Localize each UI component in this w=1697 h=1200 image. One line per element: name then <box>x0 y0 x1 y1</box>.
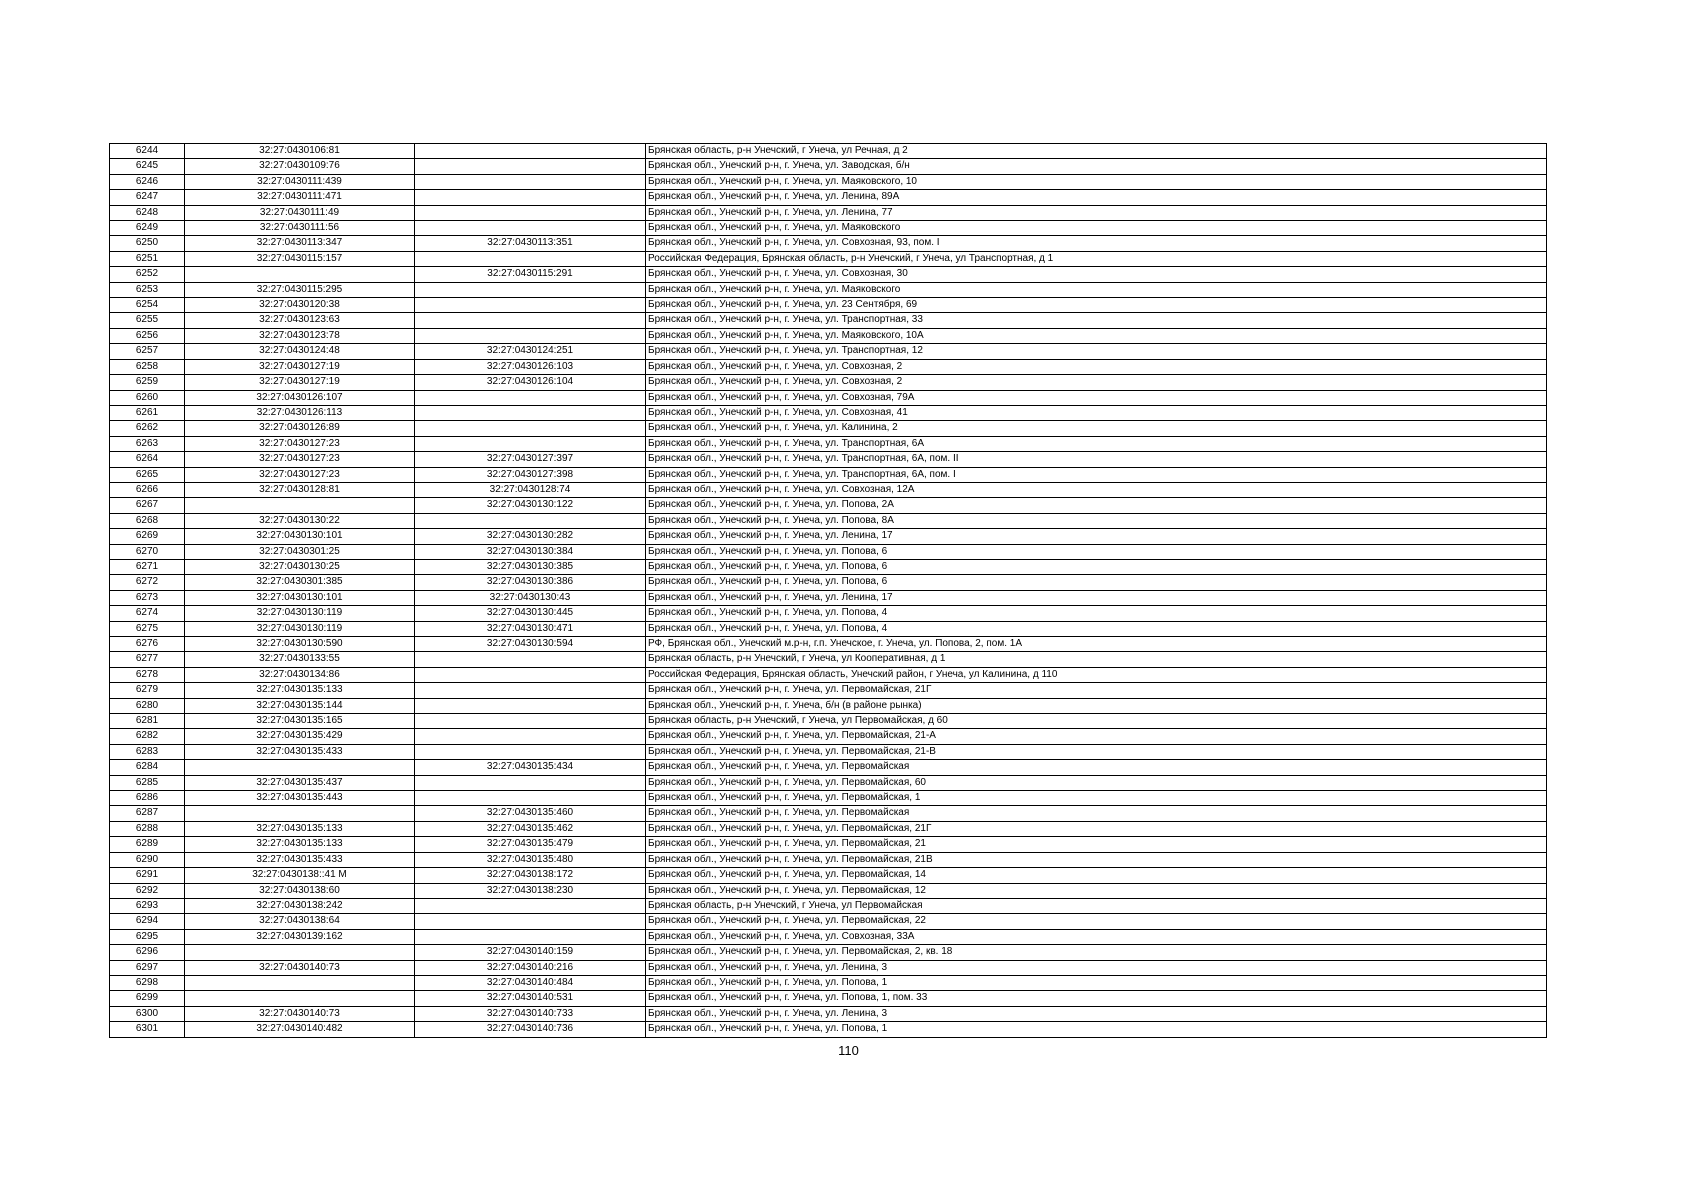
row-number-cell: 6276 <box>110 637 185 652</box>
related-cadastral-number-cell: 32:27:0430130:386 <box>415 575 646 590</box>
related-cadastral-number-cell: 32:27:0430126:104 <box>415 375 646 390</box>
related-cadastral-number-cell <box>415 683 646 698</box>
row-number-cell: 6256 <box>110 328 185 343</box>
address-cell: Брянская обл., Унечский р-н, г. Унеча, ул. Ленина, 3 <box>646 960 1547 975</box>
row-number-cell: 6301 <box>110 1022 185 1037</box>
address-cell: Российская Федерация, Брянская область, р-н Унечский, г Унеча, ул Транспортная, д 1 <box>646 251 1547 266</box>
row-number-cell: 6272 <box>110 575 185 590</box>
table-row <box>110 174 1547 189</box>
row-number-cell: 6264 <box>110 452 185 467</box>
related-cadastral-number-cell <box>415 436 646 451</box>
row-number-cell: 6248 <box>110 205 185 220</box>
table-row <box>110 328 1547 343</box>
row-number-cell: 6246 <box>110 174 185 189</box>
cadastral-number-cell: 32:27:0430128:81 <box>185 482 415 497</box>
table-row <box>110 529 1547 544</box>
related-cadastral-number-cell: 32:27:0430130:385 <box>415 559 646 574</box>
row-number-cell: 6252 <box>110 267 185 282</box>
related-cadastral-number-cell <box>415 652 646 667</box>
cadastral-number-cell: 32:27:0430139:162 <box>185 929 415 944</box>
related-cadastral-number-cell <box>415 405 646 420</box>
cadastral-number-cell: 32:27:0430130:119 <box>185 621 415 636</box>
cadastral-number-cell: 32:27:0430127:23 <box>185 436 415 451</box>
address-cell: Брянская область, р-н Унечский, г Унеча, ул Речная, д 2 <box>646 144 1547 159</box>
cadastral-number-cell: 32:27:0430120:38 <box>185 298 415 313</box>
related-cadastral-number-cell <box>415 667 646 682</box>
row-number-cell: 6255 <box>110 313 185 328</box>
table-row <box>110 652 1547 667</box>
table-row <box>110 1022 1547 1037</box>
related-cadastral-number-cell <box>415 328 646 343</box>
address-cell: Брянская обл., Унечский р-н, г. Унеча, ул. Транспортная, 6А, пом. I <box>646 467 1547 482</box>
row-number-cell: 6296 <box>110 945 185 960</box>
cadastral-number-cell: 32:27:0430130:22 <box>185 513 415 528</box>
cadastral-number-cell: 32:27:0430138:242 <box>185 898 415 913</box>
cadastral-number-cell: 32:27:0430126:113 <box>185 405 415 420</box>
table-row <box>110 159 1547 174</box>
table-row <box>110 945 1547 960</box>
row-number-cell: 6275 <box>110 621 185 636</box>
related-cadastral-number-cell <box>415 298 646 313</box>
address-cell: Брянская обл., Унечский р-н, г. Унеча, ул. Совхозная, 2 <box>646 359 1547 374</box>
row-number-cell: 6251 <box>110 251 185 266</box>
address-cell: Брянская обл., Унечский р-н, г. Унеча, ул. Первомайская, 22 <box>646 914 1547 929</box>
row-number-cell: 6295 <box>110 929 185 944</box>
related-cadastral-number-cell: 32:27:0430140:216 <box>415 960 646 975</box>
cadastral-number-cell: 32:27:0430138::41 М <box>185 868 415 883</box>
related-cadastral-number-cell: 32:27:0430128:74 <box>415 482 646 497</box>
cadastral-number-cell: 32:27:0430301:25 <box>185 544 415 559</box>
row-number-cell: 6274 <box>110 606 185 621</box>
cadastral-number-cell: 32:27:0430127:19 <box>185 375 415 390</box>
related-cadastral-number-cell <box>415 513 646 528</box>
table-row <box>110 806 1547 821</box>
row-number-cell: 6294 <box>110 914 185 929</box>
row-number-cell: 6268 <box>110 513 185 528</box>
cadastral-number-cell: 32:27:0430134:86 <box>185 667 415 682</box>
table-row <box>110 390 1547 405</box>
cadastral-number-cell: 32:27:0430130:101 <box>185 590 415 605</box>
address-cell: Брянская обл., Унечский р-н, г. Унеча, ул. Транспортная, 6А <box>646 436 1547 451</box>
table-row <box>110 405 1547 420</box>
table-row <box>110 852 1547 867</box>
address-cell: Брянская обл., Унечский р-н, г. Унеча, ул. Попова, 1, пом. 33 <box>646 991 1547 1006</box>
cadastral-number-cell: 32:27:0430111:49 <box>185 205 415 220</box>
registry-table-body <box>110 144 1547 1038</box>
cadastral-number-cell: 32:27:0430138:64 <box>185 914 415 929</box>
address-cell: Брянская обл., Унечский р-н, г. Унеча, ул. Калинина, 2 <box>646 421 1547 436</box>
address-cell: Брянская обл., Унечский р-н, г. Унеча, ул. Попова, 4 <box>646 606 1547 621</box>
address-cell: Брянская обл., Унечский р-н, г. Унеча, ул. Первомайская, 2, кв. 18 <box>646 945 1547 960</box>
row-number-cell: 6265 <box>110 467 185 482</box>
related-cadastral-number-cell: 32:27:0430130:122 <box>415 498 646 513</box>
table-row <box>110 559 1547 574</box>
table-row <box>110 544 1547 559</box>
related-cadastral-number-cell: 32:27:0430135:434 <box>415 760 646 775</box>
row-number-cell: 6259 <box>110 375 185 390</box>
table-row <box>110 667 1547 682</box>
cadastral-number-cell: 32:27:0430109:76 <box>185 159 415 174</box>
related-cadastral-number-cell: 32:27:0430135:480 <box>415 852 646 867</box>
related-cadastral-number-cell <box>415 282 646 297</box>
cadastral-number-cell: 32:27:0430124:48 <box>185 344 415 359</box>
related-cadastral-number-cell: 32:27:0430140:531 <box>415 991 646 1006</box>
address-cell: Брянская обл., Унечский р-н, г. Унеча, ул. Ленина, 3 <box>646 1006 1547 1021</box>
table-row <box>110 498 1547 513</box>
cadastral-number-cell: 32:27:0430135:133 <box>185 683 415 698</box>
table-row <box>110 775 1547 790</box>
table-row <box>110 190 1547 205</box>
table-row <box>110 590 1547 605</box>
cadastral-number-cell: 32:27:0430127:23 <box>185 452 415 467</box>
table-row <box>110 1006 1547 1021</box>
address-cell: Брянская обл., Унечский р-н, г. Унеча, ул. Маяковского <box>646 282 1547 297</box>
cadastral-number-cell: 32:27:0430123:78 <box>185 328 415 343</box>
cadastral-number-cell: 32:27:0430135:144 <box>185 698 415 713</box>
table-row <box>110 482 1547 497</box>
address-cell: Брянская обл., Унечский р-н, г. Унеча, ул. Совхозная, 33А <box>646 929 1547 944</box>
table-row <box>110 375 1547 390</box>
table-row <box>110 575 1547 590</box>
address-cell: Брянская область, р-н Унечский, г Унеча, ул Первомайская, д 60 <box>646 714 1547 729</box>
related-cadastral-number-cell <box>415 698 646 713</box>
table-row <box>110 960 1547 975</box>
address-cell: Брянская обл., Унечский р-н, г. Унеча, ул. Попова, 6 <box>646 544 1547 559</box>
row-number-cell: 6290 <box>110 852 185 867</box>
table-row <box>110 452 1547 467</box>
row-number-cell: 6271 <box>110 559 185 574</box>
table-row <box>110 621 1547 636</box>
cadastral-number-cell: 32:27:0430130:25 <box>185 559 415 574</box>
address-cell: Брянская обл., Унечский р-н, г. Унеча, ул. Ленина, 89А <box>646 190 1547 205</box>
address-cell: Брянская обл., Унечский р-н, г. Унеча, ул. Совхозная, 2 <box>646 375 1547 390</box>
address-cell: Брянская обл., Унечский р-н, г. Унеча, ул. Первомайская, 1 <box>646 791 1547 806</box>
address-cell: Брянская обл., Унечский р-н, г. Унеча, ул. Попова, 6 <box>646 559 1547 574</box>
row-number-cell: 6279 <box>110 683 185 698</box>
table-row <box>110 267 1547 282</box>
table-row <box>110 205 1547 220</box>
cadastral-number-cell: 32:27:0430135:433 <box>185 852 415 867</box>
row-number-cell: 6288 <box>110 821 185 836</box>
cadastral-number-cell <box>185 945 415 960</box>
row-number-cell: 6300 <box>110 1006 185 1021</box>
table-row <box>110 821 1547 836</box>
row-number-cell: 6291 <box>110 868 185 883</box>
cadastral-number-cell: 32:27:0430135:133 <box>185 837 415 852</box>
cadastral-number-cell <box>185 267 415 282</box>
row-number-cell: 6280 <box>110 698 185 713</box>
address-cell: Брянская обл., Унечский р-н, г. Унеча, ул. Попова, 2А <box>646 498 1547 513</box>
table-row <box>110 868 1547 883</box>
table-row <box>110 298 1547 313</box>
table-row <box>110 606 1547 621</box>
address-cell: Брянская обл., Унечский р-н, г. Унеча, ул. Первомайская, 21 <box>646 837 1547 852</box>
table-row <box>110 513 1547 528</box>
row-number-cell: 6261 <box>110 405 185 420</box>
table-row <box>110 729 1547 744</box>
cadastral-number-cell: 32:27:0430127:19 <box>185 359 415 374</box>
related-cadastral-number-cell <box>415 744 646 759</box>
table-row <box>110 714 1547 729</box>
address-cell: Брянская обл., Унечский р-н, г. Унеча, ул. Попова, 1 <box>646 975 1547 990</box>
row-number-cell: 6297 <box>110 960 185 975</box>
address-cell: Брянская обл., Унечский р-н, г. Унеча, ул. Попова, 8А <box>646 513 1547 528</box>
cadastral-number-cell: 32:27:0430111:439 <box>185 174 415 189</box>
row-number-cell: 6292 <box>110 883 185 898</box>
row-number-cell: 6283 <box>110 744 185 759</box>
cadastral-number-cell: 32:27:0430140:482 <box>185 1022 415 1037</box>
cadastral-number-cell: 32:27:0430126:107 <box>185 390 415 405</box>
address-cell: РФ, Брянская обл., Унечский м.р-н, г.п. Унечское, г. Унеча, ул. Попова, 2, пом. 1А <box>646 637 1547 652</box>
table-row <box>110 421 1547 436</box>
cadastral-number-cell: 32:27:0430135:133 <box>185 821 415 836</box>
row-number-cell: 6260 <box>110 390 185 405</box>
related-cadastral-number-cell <box>415 791 646 806</box>
related-cadastral-number-cell: 32:27:0430140:736 <box>415 1022 646 1037</box>
table-row <box>110 914 1547 929</box>
cadastral-number-cell <box>185 991 415 1006</box>
address-cell: Брянская обл., Унечский р-н, г. Унеча, ул. Первомайская, 21-А <box>646 729 1547 744</box>
cadastral-number-cell: 32:27:0430126:89 <box>185 421 415 436</box>
row-number-cell: 6244 <box>110 144 185 159</box>
cadastral-number-cell <box>185 498 415 513</box>
related-cadastral-number-cell: 32:27:0430130:282 <box>415 529 646 544</box>
row-number-cell: 6250 <box>110 236 185 251</box>
address-cell: Брянская обл., Унечский р-н, г. Унеча, ул. Ленина, 77 <box>646 205 1547 220</box>
address-cell: Брянская обл., Унечский р-н, г. Унеча, ул. Первомайская <box>646 760 1547 775</box>
related-cadastral-number-cell: 32:27:0430130:445 <box>415 606 646 621</box>
related-cadastral-number-cell <box>415 714 646 729</box>
row-number-cell: 6299 <box>110 991 185 1006</box>
cadastral-number-cell <box>185 760 415 775</box>
related-cadastral-number-cell <box>415 914 646 929</box>
related-cadastral-number-cell <box>415 898 646 913</box>
cadastral-number-cell: 32:27:0430130:590 <box>185 637 415 652</box>
address-cell: Брянская обл., Унечский р-н, г. Унеча, ул. Транспортная, 6А, пом. II <box>646 452 1547 467</box>
row-number-cell: 6263 <box>110 436 185 451</box>
cadastral-number-cell: 32:27:0430106:81 <box>185 144 415 159</box>
row-number-cell: 6270 <box>110 544 185 559</box>
table-row <box>110 837 1547 852</box>
related-cadastral-number-cell <box>415 251 646 266</box>
table-row <box>110 344 1547 359</box>
cadastral-number-cell <box>185 806 415 821</box>
row-number-cell: 6247 <box>110 190 185 205</box>
related-cadastral-number-cell <box>415 190 646 205</box>
address-cell: Брянская обл., Унечский р-н, г. Унеча, ул. Попова, 6 <box>646 575 1547 590</box>
row-number-cell: 6273 <box>110 590 185 605</box>
cadastral-number-cell: 32:27:0430140:73 <box>185 1006 415 1021</box>
cadastral-number-cell: 32:27:0430130:101 <box>185 529 415 544</box>
address-cell: Брянская обл., Унечский р-н, г. Унеча, б/н (в районе рынка) <box>646 698 1547 713</box>
address-cell: Брянская обл., Унечский р-н, г. Унеча, ул. Совхозная, 93, пом. I <box>646 236 1547 251</box>
address-cell: Российская Федерация, Брянская область, Унечский район, г Унеча, ул Калинина, д 110 <box>646 667 1547 682</box>
row-number-cell: 6286 <box>110 791 185 806</box>
address-cell: Брянская обл., Унечский р-н, г. Унеча, ул. Заводская, б/н <box>646 159 1547 174</box>
row-number-cell: 6267 <box>110 498 185 513</box>
address-cell: Брянская обл., Унечский р-н, г. Унеча, ул. Совхозная, 41 <box>646 405 1547 420</box>
table-row <box>110 359 1547 374</box>
address-cell: Брянская обл., Унечский р-н, г. Унеча, ул. Транспортная, 33 <box>646 313 1547 328</box>
row-number-cell: 6258 <box>110 359 185 374</box>
table-row <box>110 221 1547 236</box>
registry-table <box>109 143 1547 1038</box>
cadastral-number-cell: 32:27:0430127:23 <box>185 467 415 482</box>
related-cadastral-number-cell <box>415 390 646 405</box>
related-cadastral-number-cell: 32:27:0430138:172 <box>415 868 646 883</box>
address-cell: Брянская обл., Унечский р-н, г. Унеча, ул. Маяковского, 10 <box>646 174 1547 189</box>
related-cadastral-number-cell: 32:27:0430130:384 <box>415 544 646 559</box>
address-cell: Брянская обл., Унечский р-н, г. Унеча, ул. Ленина, 17 <box>646 590 1547 605</box>
table-row <box>110 929 1547 944</box>
related-cadastral-number-cell: 32:27:0430113:351 <box>415 236 646 251</box>
related-cadastral-number-cell: 32:27:0430130:471 <box>415 621 646 636</box>
cadastral-number-cell: 32:27:0430135:429 <box>185 729 415 744</box>
related-cadastral-number-cell <box>415 174 646 189</box>
table-row <box>110 313 1547 328</box>
address-cell: Брянская область, р-н Унечский, г Унеча, ул Кооперативная, д 1 <box>646 652 1547 667</box>
address-cell: Брянская обл., Унечский р-н, г. Унеча, ул. Первомайская, 21-В <box>646 744 1547 759</box>
related-cadastral-number-cell: 32:27:0430140:159 <box>415 945 646 960</box>
related-cadastral-number-cell <box>415 929 646 944</box>
row-number-cell: 6282 <box>110 729 185 744</box>
row-number-cell: 6254 <box>110 298 185 313</box>
address-cell: Брянская обл., Унечский р-н, г. Унеча, ул. Первомайская, 14 <box>646 868 1547 883</box>
table-row <box>110 744 1547 759</box>
table-row <box>110 898 1547 913</box>
related-cadastral-number-cell: 32:27:0430140:733 <box>415 1006 646 1021</box>
related-cadastral-number-cell <box>415 159 646 174</box>
address-cell: Брянская обл., Унечский р-н, г. Унеча, ул. Транспортная, 12 <box>646 344 1547 359</box>
table-row <box>110 236 1547 251</box>
table-row <box>110 282 1547 297</box>
row-number-cell: 6249 <box>110 221 185 236</box>
table-row <box>110 683 1547 698</box>
row-number-cell: 6284 <box>110 760 185 775</box>
cadastral-number-cell: 32:27:0430113:347 <box>185 236 415 251</box>
address-cell: Брянская обл., Унечский р-н, г. Унеча, ул. Совхозная, 30 <box>646 267 1547 282</box>
cadastral-number-cell: 32:27:0430138:60 <box>185 883 415 898</box>
table-row <box>110 883 1547 898</box>
related-cadastral-number-cell: 32:27:0430126:103 <box>415 359 646 374</box>
table-row <box>110 637 1547 652</box>
cadastral-number-cell: 32:27:0430111:56 <box>185 221 415 236</box>
address-cell: Брянская обл., Унечский р-н, г. Унеча, ул. Первомайская <box>646 806 1547 821</box>
table-row <box>110 991 1547 1006</box>
related-cadastral-number-cell <box>415 313 646 328</box>
row-number-cell: 6281 <box>110 714 185 729</box>
address-cell: Брянская обл., Унечский р-н, г. Унеча, ул. Маяковского, 10А <box>646 328 1547 343</box>
address-cell: Брянская обл., Унечский р-н, г. Унеча, ул. Первомайская, 12 <box>646 883 1547 898</box>
address-cell: Брянская обл., Унечский р-н, г. Унеча, ул. Первомайская, 60 <box>646 775 1547 790</box>
row-number-cell: 6262 <box>110 421 185 436</box>
cadastral-number-cell: 32:27:0430135:443 <box>185 791 415 806</box>
cadastral-number-cell: 32:27:0430115:157 <box>185 251 415 266</box>
row-number-cell: 6269 <box>110 529 185 544</box>
cadastral-number-cell: 32:27:0430111:471 <box>185 190 415 205</box>
cadastral-number-cell: 32:27:0430123:63 <box>185 313 415 328</box>
address-cell: Брянская обл., Унечский р-н, г. Унеча, ул. 23 Сентября, 69 <box>646 298 1547 313</box>
table-row <box>110 975 1547 990</box>
cadastral-number-cell: 32:27:0430115:295 <box>185 282 415 297</box>
table-row <box>110 251 1547 266</box>
table-row <box>110 791 1547 806</box>
related-cadastral-number-cell: 32:27:0430115:291 <box>415 267 646 282</box>
row-number-cell: 6257 <box>110 344 185 359</box>
related-cadastral-number-cell <box>415 775 646 790</box>
related-cadastral-number-cell <box>415 221 646 236</box>
address-cell: Брянская обл., Унечский р-н, г. Унеча, ул. Первомайская, 21Г <box>646 683 1547 698</box>
cadastral-number-cell: 32:27:0430130:119 <box>185 606 415 621</box>
related-cadastral-number-cell: 32:27:0430127:397 <box>415 452 646 467</box>
address-cell: Брянская обл., Унечский р-н, г. Унеча, ул. Первомайская, 21В <box>646 852 1547 867</box>
cadastral-number-cell: 32:27:0430135:437 <box>185 775 415 790</box>
related-cadastral-number-cell <box>415 421 646 436</box>
address-cell: Брянская обл., Унечский р-н, г. Унеча, ул. Маяковского <box>646 221 1547 236</box>
table-row <box>110 698 1547 713</box>
address-cell: Брянская обл., Унечский р-н, г. Унеча, ул. Совхозная, 79А <box>646 390 1547 405</box>
address-cell: Брянская обл., Унечский р-н, г. Унеча, ул. Совхозная, 12А <box>646 482 1547 497</box>
cadastral-number-cell: 32:27:0430301:385 <box>185 575 415 590</box>
cadastral-number-cell: 32:27:0430135:165 <box>185 714 415 729</box>
related-cadastral-number-cell <box>415 144 646 159</box>
address-cell: Брянская обл., Унечский р-н, г. Унеча, ул. Первомайская, 21Г <box>646 821 1547 836</box>
cadastral-number-cell: 32:27:0430133:55 <box>185 652 415 667</box>
related-cadastral-number-cell: 32:27:0430140:484 <box>415 975 646 990</box>
row-number-cell: 6287 <box>110 806 185 821</box>
row-number-cell: 6277 <box>110 652 185 667</box>
row-number-cell: 6289 <box>110 837 185 852</box>
related-cadastral-number-cell <box>415 729 646 744</box>
row-number-cell: 6298 <box>110 975 185 990</box>
related-cadastral-number-cell: 32:27:0430124:251 <box>415 344 646 359</box>
related-cadastral-number-cell <box>415 205 646 220</box>
table-row <box>110 760 1547 775</box>
table-row <box>110 144 1547 159</box>
related-cadastral-number-cell: 32:27:0430135:462 <box>415 821 646 836</box>
page-number: 110 <box>838 1043 859 1058</box>
related-cadastral-number-cell: 32:27:0430130:43 <box>415 590 646 605</box>
row-number-cell: 6285 <box>110 775 185 790</box>
row-number-cell: 6266 <box>110 482 185 497</box>
table-row <box>110 436 1547 451</box>
address-cell: Брянская обл., Унечский р-н, г. Унеча, ул. Ленина, 17 <box>646 529 1547 544</box>
cadastral-number-cell: 32:27:0430140:73 <box>185 960 415 975</box>
address-cell: Брянская обл., Унечский р-н, г. Унеча, ул. Попова, 1 <box>646 1022 1547 1037</box>
related-cadastral-number-cell: 32:27:0430130:594 <box>415 637 646 652</box>
row-number-cell: 6245 <box>110 159 185 174</box>
related-cadastral-number-cell: 32:27:0430135:460 <box>415 806 646 821</box>
row-number-cell: 6293 <box>110 898 185 913</box>
cadastral-number-cell <box>185 975 415 990</box>
table-row <box>110 467 1547 482</box>
related-cadastral-number-cell: 32:27:0430135:479 <box>415 837 646 852</box>
row-number-cell: 6278 <box>110 667 185 682</box>
address-cell: Брянская обл., Унечский р-н, г. Унеча, ул. Попова, 4 <box>646 621 1547 636</box>
cadastral-number-cell: 32:27:0430135:433 <box>185 744 415 759</box>
related-cadastral-number-cell: 32:27:0430138:230 <box>415 883 646 898</box>
related-cadastral-number-cell: 32:27:0430127:398 <box>415 467 646 482</box>
address-cell: Брянская область, р-н Унечский, г Унеча, ул Первомайская <box>646 898 1547 913</box>
row-number-cell: 6253 <box>110 282 185 297</box>
